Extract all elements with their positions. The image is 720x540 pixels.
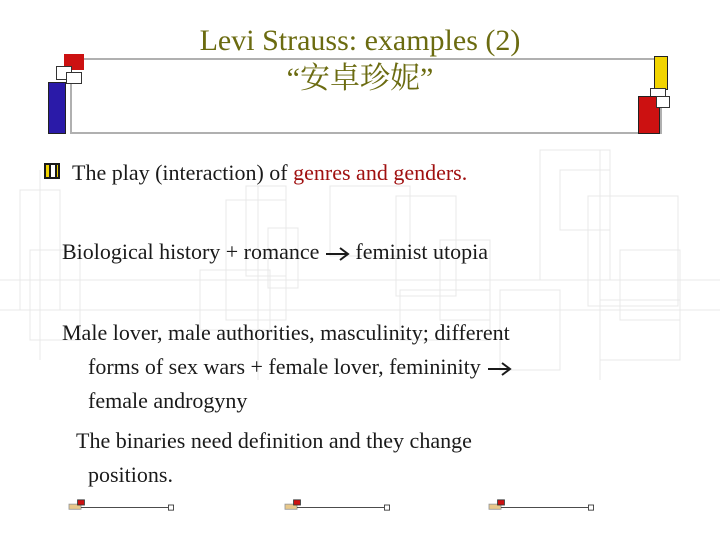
title-line-1: Levi Strauss: examples (2)	[199, 24, 521, 57]
body-line-4: female androgyny	[88, 388, 248, 413]
footer-ornament-1	[60, 499, 186, 511]
right-arrow-icon	[487, 362, 513, 376]
body-line-5: The binaries need definition and they change	[76, 428, 472, 453]
title-line-2: “安卓珍妮”	[286, 62, 434, 95]
body-line-3	[88, 354, 517, 380]
accent-yellow-block	[654, 56, 668, 90]
bullet-text	[72, 160, 467, 186]
footer-ornament-3	[480, 499, 606, 511]
accent-blue-block	[48, 82, 66, 134]
body-line-3-text: forms of sex wars + female lover, femininity	[88, 354, 481, 379]
body-line-6: positions.	[88, 462, 173, 487]
body-line-1	[62, 239, 488, 265]
right-arrow-icon	[325, 247, 351, 261]
body-line-1-end: feminist utopia	[355, 239, 488, 264]
square-bullet-icon	[44, 163, 60, 179]
body-line-1-start: Biological history + romance	[62, 239, 320, 264]
bullet-highlight-text: genres and genders.	[293, 160, 468, 185]
bullet-lead-text: The play (interaction) of	[72, 160, 294, 185]
slide-title	[80, 22, 640, 98]
footer-ornament-2	[276, 499, 402, 511]
accent-outline-block-right-2	[656, 96, 670, 108]
body-line-2: Male lover, male authorities, masculinity; different	[62, 320, 510, 345]
